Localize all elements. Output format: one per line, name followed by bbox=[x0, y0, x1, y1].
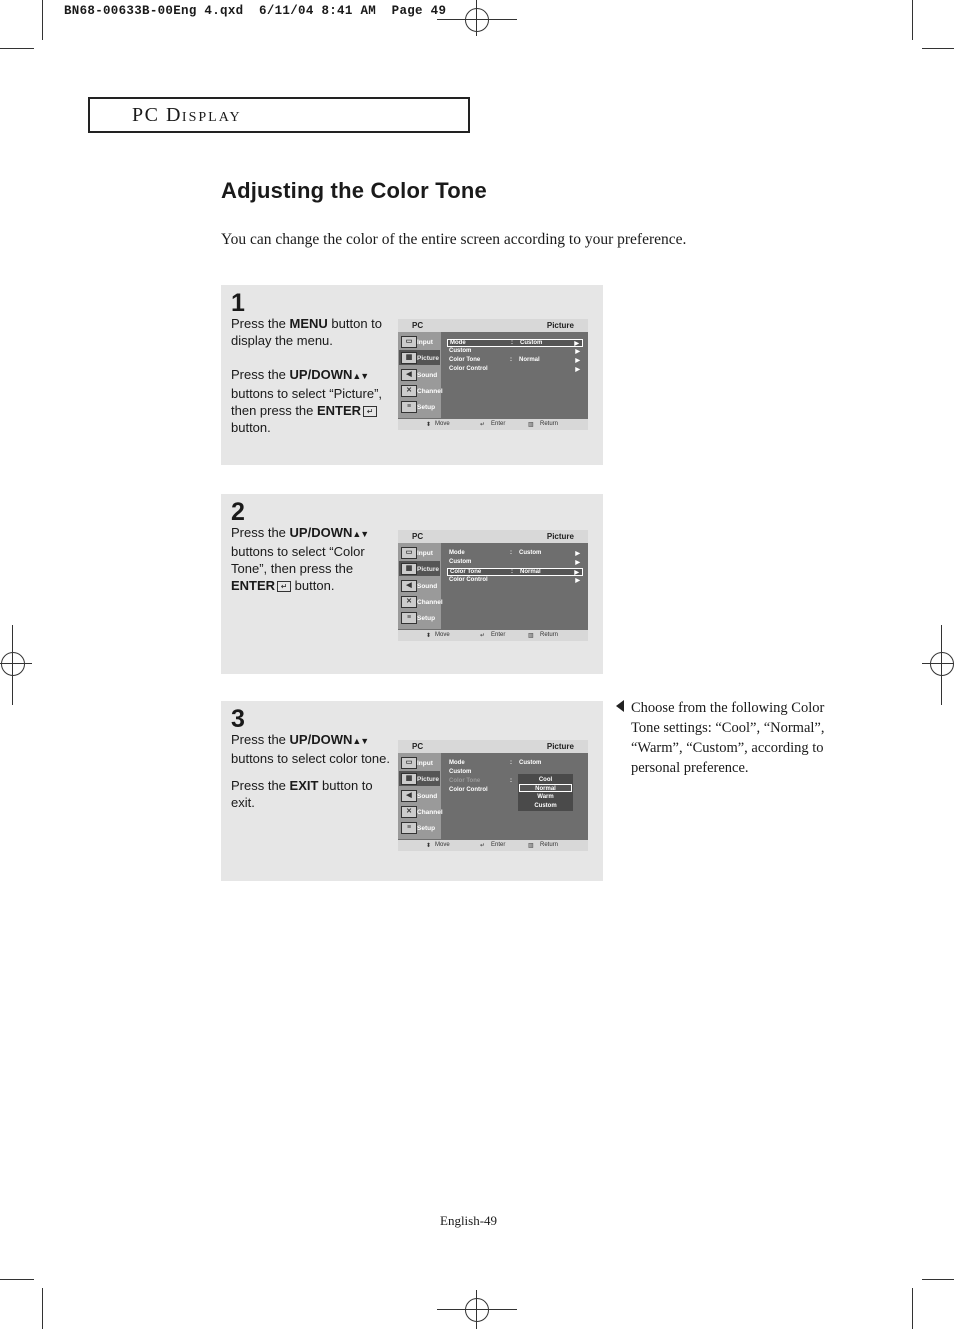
step-3-panel bbox=[221, 701, 603, 881]
setup-icon: ≡ bbox=[401, 822, 417, 834]
registration-mark bbox=[922, 663, 954, 664]
channel-icon: ✕ bbox=[401, 385, 417, 397]
input-icon: ▭ bbox=[401, 757, 417, 769]
registration-mark bbox=[1, 652, 25, 676]
return-icon: ▥ bbox=[528, 422, 534, 428]
step-number: 3 bbox=[231, 705, 245, 733]
return-icon: ▥ bbox=[528, 633, 534, 639]
enter-icon: ↵ bbox=[480, 843, 486, 849]
picture-icon: ▦ bbox=[401, 563, 417, 575]
note-text: Choose from the following Color Tone settings: “Cool”, “Normal”, “Warm”, “Custom”, according to personal preference. bbox=[631, 700, 825, 776]
crop-mark bbox=[42, 1288, 43, 1329]
move-icon: ⬍ bbox=[426, 843, 432, 849]
registration-mark bbox=[437, 19, 517, 20]
enter-icon: ↵ bbox=[480, 422, 486, 428]
picture-icon: ▦ bbox=[401, 773, 417, 785]
picture-icon: ▦ bbox=[401, 352, 417, 364]
crop-mark bbox=[912, 0, 913, 40]
osd-screen: PC Picture ▭ Input ▦ Picture ◀ Sound ✕ Channel ≡ Setup Mode : Custom Custom Color Tone : Color Control Cool Normal Warm Custom ⬍ Move ↵ Enter ▥ Return bbox=[398, 740, 588, 851]
enter-icon: ↵ bbox=[480, 633, 486, 639]
intro-text: You can change the color of the entire screen according to your preference. bbox=[221, 231, 687, 248]
crop-mark bbox=[922, 1279, 954, 1280]
step-instructions: Press the UP/DOWN▲▼ buttons to select “Color Tone”, then press the ENTER ↵ button. bbox=[231, 525, 369, 593]
input-icon: ▭ bbox=[401, 336, 417, 348]
step-2-panel bbox=[221, 494, 603, 674]
registration-mark bbox=[476, 0, 477, 36]
page-title: Adjusting the Color Tone bbox=[221, 178, 487, 203]
section-title: PC DISPLAY bbox=[132, 104, 242, 126]
registration-mark bbox=[476, 1290, 477, 1329]
registration-mark bbox=[12, 625, 13, 705]
crop-mark bbox=[922, 48, 954, 49]
move-icon: ⬍ bbox=[426, 633, 432, 639]
registration-mark bbox=[930, 652, 954, 676]
registration-mark bbox=[465, 1298, 489, 1322]
registration-mark bbox=[0, 663, 32, 664]
setup-icon: ≡ bbox=[401, 612, 417, 624]
registration-mark bbox=[941, 625, 942, 705]
sound-icon: ◀ bbox=[401, 580, 417, 592]
step-number: 1 bbox=[231, 289, 245, 317]
print-header: BN68-00633B-00Eng 4.qxd 6/11/04 8:41 AM Page 49 bbox=[64, 4, 447, 18]
osd-screen: PC Picture ▭ Input ▦ Picture ◀ Sound ✕ Channel ≡ Setup Mode : Custom ▶ Custom ▶ Color Tone : Normal ▶ Color Control ▶ ⬍ Move ↵ Enter ▥ Return bbox=[398, 319, 588, 430]
channel-icon: ✕ bbox=[401, 596, 417, 608]
step-instructions: Press the UP/DOWN▲▼ buttons to select color tone. Press the EXIT button to exit. bbox=[231, 732, 390, 810]
sound-icon: ◀ bbox=[401, 790, 417, 802]
color-tone-options: Cool Normal Warm Custom bbox=[518, 774, 573, 811]
crop-mark bbox=[912, 1288, 913, 1329]
page-footer: English-49 bbox=[440, 1213, 498, 1228]
enter-icon: ↵ bbox=[363, 406, 377, 417]
step-1-panel bbox=[221, 285, 603, 465]
osd-screen: PC Picture ▭ Input ▦ Picture ◀ Sound ✕ Channel ≡ Setup Mode : Custom ▶ Custom ▶ Color Tone : Normal ▶ Color Control ▶ ⬍ Move ↵ Enter ▥ Return bbox=[398, 530, 588, 641]
sound-icon: ◀ bbox=[401, 369, 417, 381]
crop-mark bbox=[0, 48, 34, 49]
return-icon: ▥ bbox=[528, 843, 534, 849]
channel-icon: ✕ bbox=[401, 806, 417, 818]
crop-mark bbox=[0, 1279, 34, 1280]
step-number: 2 bbox=[231, 498, 245, 526]
move-icon: ⬍ bbox=[426, 422, 432, 428]
registration-mark bbox=[437, 1309, 517, 1310]
step-instructions: Press the MENU button to display the menu. Press the UP/DOWN▲▼ buttons to select “Picture”, then press the ENTER ↵ button. bbox=[231, 316, 383, 435]
setup-icon: ≡ bbox=[401, 401, 417, 413]
crop-mark bbox=[42, 0, 43, 40]
enter-icon: ↵ bbox=[277, 581, 291, 592]
left-triangle-icon bbox=[616, 700, 624, 712]
registration-mark bbox=[465, 8, 489, 32]
input-icon: ▭ bbox=[401, 547, 417, 559]
